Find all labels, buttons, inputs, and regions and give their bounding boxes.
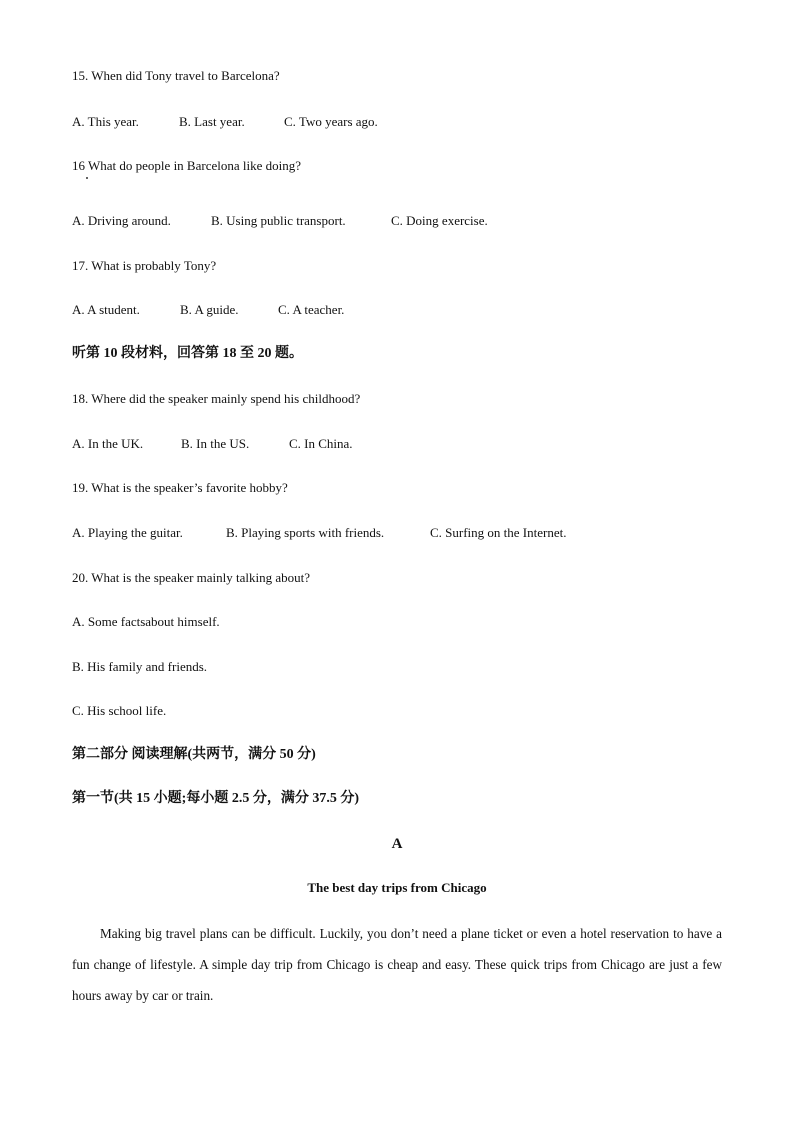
option-15-a: A. This year. xyxy=(72,114,139,129)
option-20-a: A. Some factsabout himself. xyxy=(72,614,220,629)
option-17-a: A. A student. xyxy=(72,302,140,317)
question-15: 15. When did Tony travel to Barcelona? xyxy=(72,68,280,83)
question-18: 18. Where did the speaker mainly spend his childhood? xyxy=(72,391,361,406)
option-16-a: A. Driving around. xyxy=(72,213,171,228)
passage-paragraph: Making big travel plans can be difficult. Luckily, you don’t need a plane ticket or even a hotel reservation to have a fun change of lifestyle. A simple day trip from Chicago is cheap and easy. These quick trips from Chicago are just a few hours away by car or train. xyxy=(72,926,722,1003)
option-16-b: B. Using public transport. xyxy=(211,213,346,228)
option-18-c: C. In China. xyxy=(289,436,353,451)
question-16: 16 What do people in Barcelona like doing? xyxy=(72,158,301,173)
option-18-b: B. In the US. xyxy=(181,436,250,451)
option-20-c: C. His school life. xyxy=(72,703,167,718)
option-19-b: B. Playing sports with friends. xyxy=(226,525,385,540)
option-17-b: B. A guide. xyxy=(180,302,239,317)
stray-dot xyxy=(86,177,88,179)
option-17-c: C. A teacher. xyxy=(278,302,345,317)
passage-title: The best day trips from Chicago xyxy=(307,880,487,895)
option-15-b: B. Last year. xyxy=(179,114,245,129)
option-18-a: A. In the UK. xyxy=(72,436,144,451)
question-17: 17. What is probably Tony? xyxy=(72,258,217,273)
section-10-heading: 听第 10 段材料，回答第 18 至 20 题。 xyxy=(72,346,303,361)
options-17 xyxy=(72,302,344,318)
options-15 xyxy=(72,114,378,130)
option-19-c: C. Surfing on the Internet. xyxy=(430,525,567,540)
part-2-heading: 第二部分 阅读理解(共两节，满分 50 分) xyxy=(72,747,316,762)
option-15-c: C. Two years ago. xyxy=(284,114,378,129)
option-16-c: C. Doing exercise. xyxy=(391,213,488,228)
passage-letter: A xyxy=(391,836,403,852)
option-19-a: A. Playing the guitar. xyxy=(72,525,183,540)
option-20-b: B. His family and friends. xyxy=(72,659,208,674)
options-16 xyxy=(72,213,488,229)
options-19 xyxy=(72,525,566,541)
section-1-heading: 第一节(共 15 小题;每小题 2.5 分，满分 37.5 分) xyxy=(72,791,359,806)
options-18 xyxy=(72,436,353,452)
question-19: 19. What is the speaker’s favorite hobby? xyxy=(72,480,288,495)
question-20: 20. What is the speaker mainly talking about? xyxy=(72,570,311,585)
